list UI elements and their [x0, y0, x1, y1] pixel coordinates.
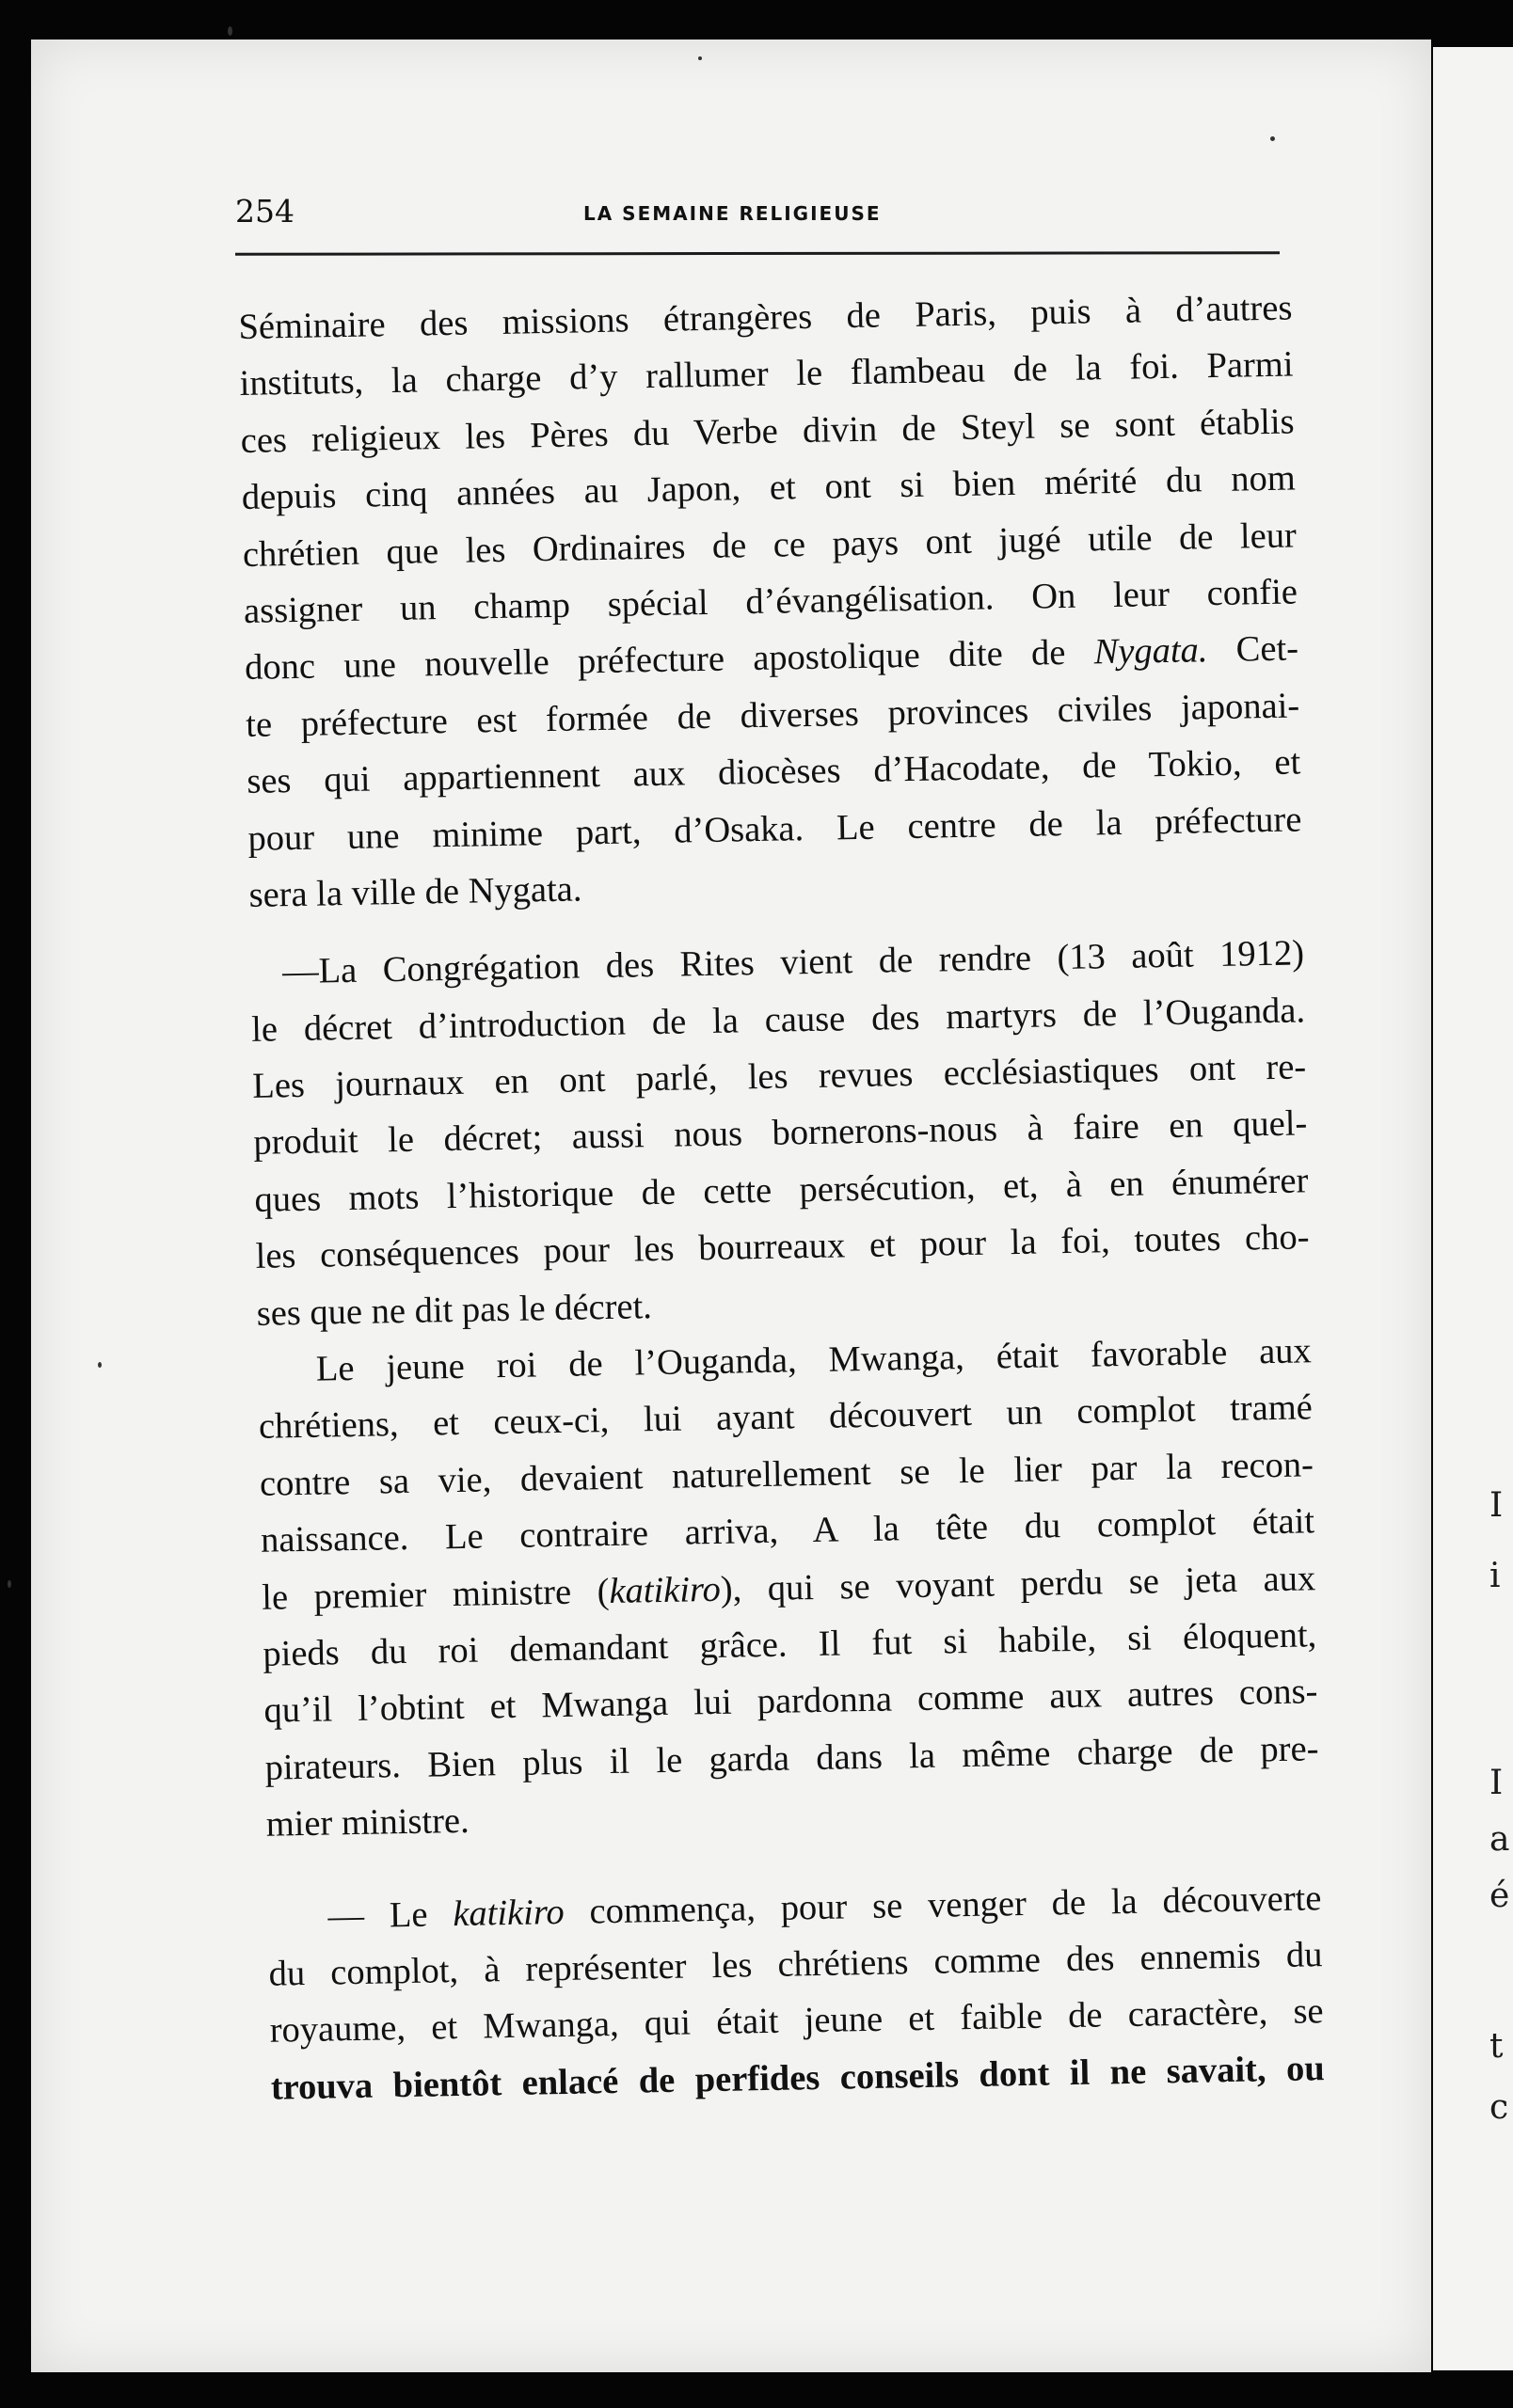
text-line: royaume, et Mwanga, qui était jeune et faible de caractère, se: [269, 1991, 1324, 2052]
term-italic: katikiro: [452, 1892, 565, 1934]
adjacent-page-char: t: [1489, 2027, 1504, 2066]
scan-speck: [698, 56, 702, 60]
adjacent-page-char: a: [1489, 1820, 1510, 1859]
scan-speck: [1270, 136, 1275, 141]
text-line: les conséquences pour les bourreaux et pour la foi, toutes cho-: [255, 1217, 1310, 1277]
text-line: sera la ville de Nygata.: [248, 869, 582, 915]
text-segment: commença, pour se venger de la découverte: [564, 1877, 1322, 1932]
scan-speck: [8, 1580, 11, 1588]
text-line: Séminaire des missions étrangères de Paris, puis à d’autres: [238, 288, 1293, 347]
text-segment: donc une nouvelle préfecture apostolique dite de: [244, 632, 1095, 689]
text-segment: ), qui se voyant perdu se jeta aux: [720, 1558, 1316, 1609]
text-line: ces religieux les Pères du Verbe divin de Steyl se sont établis: [240, 402, 1295, 461]
adjacent-page-edge: [1433, 47, 1513, 2370]
text-line: le décret d’introduction de la cause des martyrs de l’Ouganda.: [250, 990, 1306, 1050]
text-line: pirateurs. Bien plus il le garda dans la même charge de pre-: [264, 1728, 1319, 1788]
text-line: Le jeune roi de l’Ouganda, Mwanga, était favorable aux: [315, 1331, 1313, 1389]
adjacent-page-char: I: [1489, 1486, 1504, 1525]
text-line: te préfecture est formée de diverses provinces civiles japonai-: [245, 686, 1300, 745]
text-line: trouva bientôt enlacé de perfides conseils dont il ne savait, ou: [270, 2048, 1326, 2108]
text-line: ses qui appartiennent aux diocèses d’Hacodate, de Tokio, et: [247, 742, 1301, 802]
text-line: du complot, à représenter les chrétiens comme des ennemis du: [268, 1935, 1323, 1994]
page-number: 254: [235, 193, 295, 230]
page-header: [235, 193, 1280, 249]
text-line: ques mots l’historique de cette persécution, et, à en énumérer: [254, 1161, 1309, 1220]
running-title: LA SEMAINE RELIGIEUSE: [583, 202, 882, 225]
text-line: pieds du roi demandant grâce. Il fut si habile, si éloquent,: [263, 1615, 1317, 1674]
text-line: instituts, la charge d’y rallumer le flambeau de la foi. Parmi: [239, 344, 1294, 404]
text-line: —La Congrégation des Rites vient de rendre (13 août 1912): [281, 933, 1305, 992]
text-segment: — Le: [327, 1893, 454, 1937]
text-line: Les journaux en ont parlé, les revues ecclésiastiques ont re-: [251, 1047, 1307, 1106]
adjacent-page-char: c: [1489, 2088, 1509, 2127]
body-text: [238, 279, 1325, 2115]
text-line: mier ministre.: [265, 1800, 470, 1845]
text-line: pour une minime part, d’Osaka. Le centre de la préfecture: [247, 799, 1302, 859]
text-line: chrétien que les Ordinaires de ce pays ont jugé utile de leur: [242, 515, 1298, 575]
term-italic: katikiro: [609, 1569, 722, 1611]
text-line: qu’il l’obtint et Mwanga lui pardonna comme aux autres cons-: [263, 1671, 1318, 1732]
adjacent-page-char: I: [1489, 1764, 1504, 1802]
text-line: depuis cinq années au Japon, et ont si bien mérité du nom: [241, 458, 1297, 518]
text-segment: Cet-: [1207, 628, 1299, 671]
scan-speck: [228, 26, 232, 36]
text-line: contre sa vie, devaient naturellement se le lier par la recon-: [259, 1445, 1314, 1504]
text-line: chrétiens, et ceux-ci, lui ayant découvert un complot tramé: [258, 1387, 1314, 1448]
text-line: produit le décret; aussi nous bornerons-nous à faire en quel-: [253, 1103, 1308, 1164]
adjacent-page-char: é: [1489, 1877, 1510, 1915]
adjacent-page-char: i: [1489, 1557, 1501, 1595]
text-segment: le premier ministre (: [261, 1571, 610, 1618]
scan-speck: [98, 1362, 102, 1368]
text-line: ses que ne dit pas le décret.: [256, 1286, 653, 1334]
text-line: assigner un champ spécial d’évangélisation. On leur confie: [243, 572, 1298, 631]
place-name-italic: Nygata.: [1093, 630, 1208, 673]
text-line: naissance. Le contraire arriva, A la tête du complot était: [260, 1501, 1315, 1560]
